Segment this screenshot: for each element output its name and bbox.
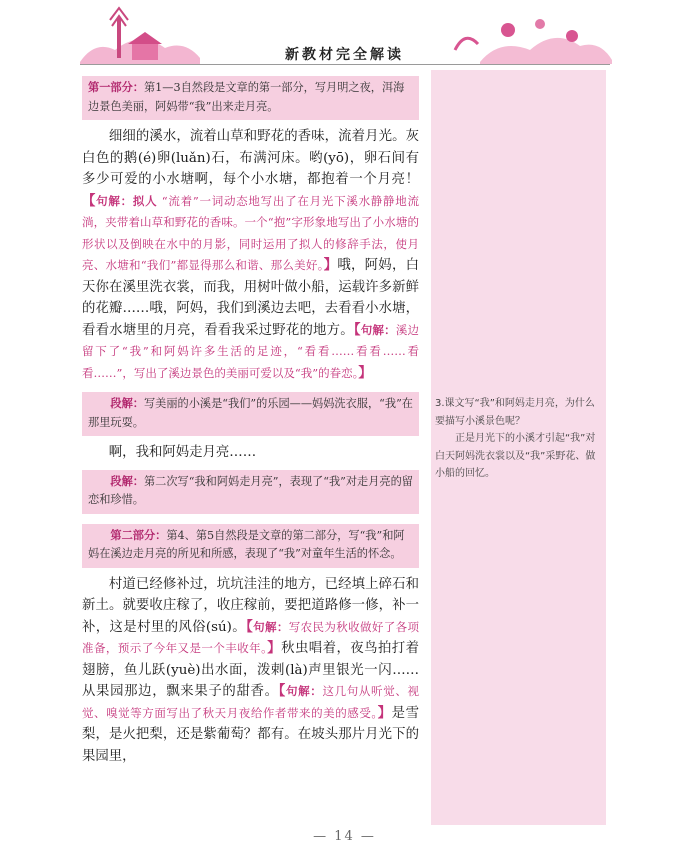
annotation-text: “流着”一词动态地写出了在月光下溪水静静地流淌，夹带着山草和野花的香味。一个“抱”字形象地写出了小水塘的形状以及倒映在水中的月影，同时运用了拟人的修辞手法，使月亮、水塘和“我们”都显得那么和谐、那么美好。 xyxy=(82,193,420,272)
section-note-1 xyxy=(82,392,419,436)
side-note-answer: 正是月光下的小溪才引起“我”对白天阿妈洗衣裳以及“我”采野花、做小船的回忆。 xyxy=(435,433,596,479)
part-two-label: 第二部分： xyxy=(110,528,167,542)
part-one-text: 第1—3自然段是文章的第一部分，写月明之夜，洱海边景色美丽，阿妈带“我”出来走月亮。 xyxy=(88,81,405,113)
part-one-label: 第一部分： xyxy=(88,81,144,94)
paragraph-walk-moon-text: 啊，我和阿妈走月亮…… xyxy=(108,445,257,460)
paragraph-village-road: 村道已经修补过，坑坑洼洼的地方，已经填上碎石和新土。就要收庄稼了，收庄稼前，要把道路修一修，补一补，这是村里的风俗(sú)。【句解：写农民为秋收做好了各项准备，预示了今年又是一个丰收年。】秋虫唱着，夜鸟拍打着翅膀，鱼儿跃(yuè)出水面，泼剌(là)声里银光一闪……从果园那边，飘来果子的甜香。【句解：这几句从听觉、视觉、嗅觉等方面写出了秋天月夜给作者带来的美的感受。】是雪梨，是火把梨，还是紫葡萄？都有。在坡头那片月光下的果园里， xyxy=(82,576,420,764)
side-note-question: 3.课文写“我”和阿妈走月亮，为什么要描写小溪景色呢？ xyxy=(435,398,595,427)
section-note-2-text: 第二次写“我和阿妈走月亮”，表现了“我”对走月亮的留恋和珍惜。 xyxy=(88,474,413,506)
section-note-1-label: 段解： xyxy=(110,397,144,410)
paragraph-village-road-text-a: 村道已经修补过，坑坑洼洼的地方，已经填上碎石和新土。就要收庄稼了，收庄稼前，要把道路修一修，补一补，这是村里的风俗(sú)。 xyxy=(82,576,419,635)
section-note-2 xyxy=(82,470,419,514)
annotation-label-2: 句解： xyxy=(360,322,396,337)
side-note xyxy=(435,395,603,483)
main-column xyxy=(82,72,419,767)
annotation-label-3: 句解： xyxy=(253,619,289,634)
side-notes-column xyxy=(431,70,606,825)
annotation-label-4: 句解： xyxy=(285,684,323,698)
page-header xyxy=(0,0,689,70)
part-one-summary xyxy=(82,76,419,120)
part-two-summary xyxy=(82,524,419,568)
annotation-label: 句解：拟人 xyxy=(96,193,158,208)
paragraph-village-road-text-c: 是雪梨，是火把梨，还是紫葡萄？都有。在坡头那片月光下的果园里， xyxy=(82,705,420,764)
paragraph-village-road-text-b: 秋虫唱着，夜鸟拍打着翅膀，鱼儿跃(yuè)出水面，泼剌(là)声里银光一闪……从果园那边，飘来果子的甜香。 xyxy=(82,641,420,699)
header-rule xyxy=(80,64,610,65)
paragraph-walk-moon xyxy=(82,442,419,464)
paragraph-creek: 细细的溪水，流着山草和野花的香味，流着月光。灰白色的鹅(é)卵(luǎn)石，布满河床。哟(yō)，卵石间有多少可爱的小水塘啊，每个小水塘，都抱着一个月亮！【句解：拟人 “流着”一词动态地写出了在月光下溪水静静地流淌，夹带着山草和野花的香味。一个“抱”字形象地写出了小水塘的形状以及倒映在水中的月影，同时运用了拟人的修辞手法，使月亮、水塘和“我们”都显得那么和谐、那么美好。】哦，阿妈，白天你在溪里洗衣裳，而我，用树叶做小船，运载许多新鲜的花瓣……哦，阿妈，我们到溪边去吧，去看看小水塘，看看水塘里的月亮，看看我采过野花的地方。【句解：溪边留下了“我”和阿妈许多生活的足迹，“看看……看看……看看……”，写出了溪边景色的美丽可爱以及“我”的眷恋。】 xyxy=(82,129,420,381)
paragraph-creek-text-a: 细细的溪水，流着山草和野花的香味，流着月光。灰白色的鹅(é)卵(luǎn)石，布满河床。哟(yō)，卵石间有多少可爱的小水塘啊，每个小水塘，都抱着一个月亮！ xyxy=(82,129,419,187)
section-note-1-text: 写美丽的小溪是“我们”的乐园——妈妈洗衣服，“我”在那里玩耍。 xyxy=(88,397,413,429)
annotation-text-3: 写农民为秋收做好了各项准备，预示了今年又是一个丰收年。 xyxy=(82,619,420,655)
header-title: 新教材完全解读 xyxy=(285,47,404,63)
annotation-text-4: 这几句从听觉、视觉、嗅觉等方面写出了秋天月夜给作者带来的美的感受。 xyxy=(82,684,420,720)
page-number: — 14 — xyxy=(313,829,376,844)
section-note-2-label: 段解： xyxy=(110,474,144,488)
paragraph-creek-text-b: 哦，阿妈，白天你在溪里洗衣裳，而我，用树叶做小船，运载许多新鲜的花瓣……哦，阿妈，我们到溪边去吧，去看看小水塘，看看水塘里的月亮，看看我采过野花的地方。 xyxy=(82,258,419,338)
annotation-text-2: 溪边留下了“我”和阿妈许多生活的足迹，“看看……看看……看看……”，写出了溪边景色的美丽可爱以及“我”的眷恋。 xyxy=(82,322,420,380)
part-two-text: 第4、第5自然段是文章的第二部分，写“我”和阿妈在溪边走月亮的所见和所感，表现了“我”对童年生活的怀念。 xyxy=(88,528,405,560)
